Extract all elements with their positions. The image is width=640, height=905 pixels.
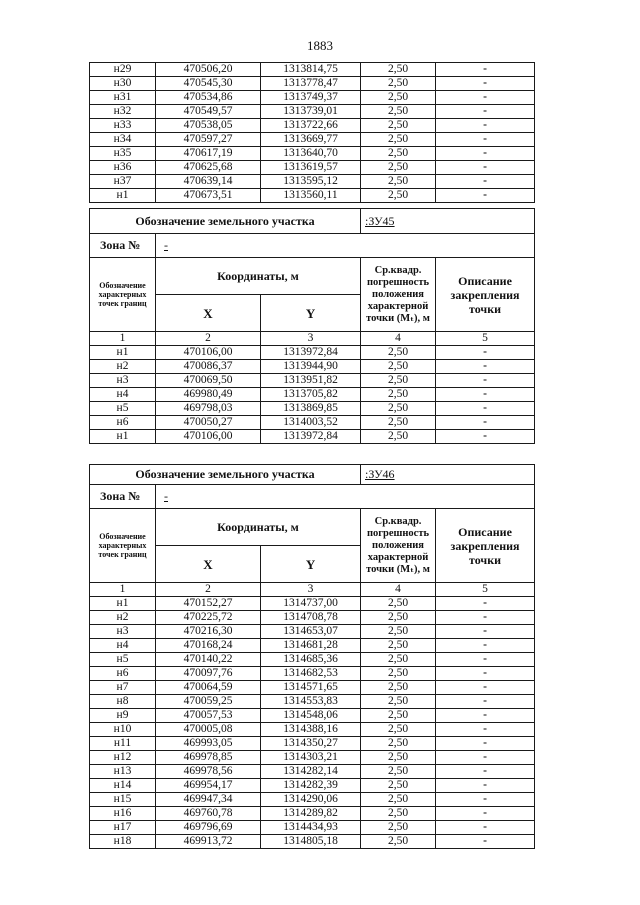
- point-id: н3: [90, 625, 156, 639]
- msq-error: 2,50: [361, 653, 436, 667]
- coord-x: 470152,27: [156, 597, 261, 611]
- coord-y: 1314282,14: [261, 765, 361, 779]
- msq-error: 2,50: [361, 765, 436, 779]
- coord-x: 470106,00: [156, 430, 261, 444]
- table-row: [90, 105, 535, 119]
- point-id: н3: [90, 374, 156, 388]
- fixation-description: -: [436, 360, 535, 374]
- table-row: [90, 807, 535, 821]
- msq-error: 2,50: [361, 416, 436, 430]
- zone-value: -: [156, 485, 535, 509]
- fixation-description: -: [436, 63, 535, 77]
- point-id: н8: [90, 695, 156, 709]
- coord-y: 1313944,90: [261, 360, 361, 374]
- col-number: 4: [361, 332, 436, 346]
- table-row: [90, 161, 535, 175]
- coord-x: 469947,34: [156, 793, 261, 807]
- coord-x: 469798,03: [156, 402, 261, 416]
- coord-x: 470617,19: [156, 147, 261, 161]
- msq-error: 2,50: [361, 667, 436, 681]
- plot-title: Обозначение земельного участка: [90, 209, 361, 234]
- table-row: [90, 667, 535, 681]
- point-id: н17: [90, 821, 156, 835]
- fixation-description: -: [436, 709, 535, 723]
- point-id: н35: [90, 147, 156, 161]
- zone-label: Зона №: [90, 234, 156, 258]
- fixation-description: -: [436, 751, 535, 765]
- plot-table-zu46: [89, 464, 535, 849]
- msq-error: 2,50: [361, 611, 436, 625]
- coord-y: 1314282,39: [261, 779, 361, 793]
- table-row: [90, 695, 535, 709]
- header-point: Обозначение характерных точек границ: [90, 509, 156, 583]
- point-id: н1: [90, 346, 156, 360]
- msq-error: 2,50: [361, 175, 436, 189]
- fixation-description: -: [436, 416, 535, 430]
- point-id: н37: [90, 175, 156, 189]
- point-id: н34: [90, 133, 156, 147]
- msq-error: 2,50: [361, 779, 436, 793]
- coord-x: 470050,27: [156, 416, 261, 430]
- point-id: н16: [90, 807, 156, 821]
- plot-id: :ЗУ46: [361, 465, 535, 485]
- coord-x: 470625,68: [156, 161, 261, 175]
- msq-error: 2,50: [361, 402, 436, 416]
- msq-error: 2,50: [361, 709, 436, 723]
- col-number: 2: [156, 332, 261, 346]
- header-description: Описание закрепления точки: [436, 509, 535, 583]
- point-id: н36: [90, 161, 156, 175]
- coord-y: 1314548,06: [261, 709, 361, 723]
- msq-error: 2,50: [361, 597, 436, 611]
- msq-error: 2,50: [361, 388, 436, 402]
- table-row: [90, 737, 535, 751]
- table-row: [90, 709, 535, 723]
- table-row: [90, 119, 535, 133]
- point-id: н12: [90, 751, 156, 765]
- fixation-description: -: [436, 639, 535, 653]
- fixation-description: -: [436, 402, 535, 416]
- msq-error: 2,50: [361, 374, 436, 388]
- msq-error: 2,50: [361, 105, 436, 119]
- point-id: н32: [90, 105, 156, 119]
- header-coordinates: Координаты, м: [156, 509, 361, 546]
- coord-y: 1313951,82: [261, 374, 361, 388]
- point-id: н13: [90, 765, 156, 779]
- msq-error: 2,50: [361, 835, 436, 849]
- coord-y: 1314388,16: [261, 723, 361, 737]
- header-coordinates: Координаты, м: [156, 258, 361, 295]
- coord-y: 1314708,78: [261, 611, 361, 625]
- table-row: [90, 91, 535, 105]
- rows-body: [90, 597, 535, 849]
- coord-x: 470538,05: [156, 119, 261, 133]
- point-id: н33: [90, 119, 156, 133]
- fixation-description: -: [436, 807, 535, 821]
- zone-label: Зона №: [90, 485, 156, 509]
- coord-x: 469978,85: [156, 751, 261, 765]
- coord-y: 1314434,93: [261, 821, 361, 835]
- msq-error: 2,50: [361, 639, 436, 653]
- fixation-description: -: [436, 133, 535, 147]
- point-id: н6: [90, 667, 156, 681]
- point-id: н18: [90, 835, 156, 849]
- fixation-description: -: [436, 835, 535, 849]
- coord-y: 1314685,36: [261, 653, 361, 667]
- table-row: [90, 653, 535, 667]
- fixation-description: -: [436, 91, 535, 105]
- table-row: [90, 402, 535, 416]
- coord-y: 1314350,27: [261, 737, 361, 751]
- col-number: 1: [90, 583, 156, 597]
- table-row: [90, 374, 535, 388]
- table-row: [90, 416, 535, 430]
- point-id: н15: [90, 793, 156, 807]
- fixation-description: -: [436, 147, 535, 161]
- coord-x: 470506,20: [156, 63, 261, 77]
- col-number: 5: [436, 332, 535, 346]
- coord-x: 469993,05: [156, 737, 261, 751]
- table-row: [90, 639, 535, 653]
- msq-error: 2,50: [361, 346, 436, 360]
- fixation-description: -: [436, 597, 535, 611]
- coord-y: 1313972,84: [261, 430, 361, 444]
- coord-y: 1314682,53: [261, 667, 361, 681]
- coord-x: 469978,56: [156, 765, 261, 779]
- table-row: [90, 77, 535, 91]
- coord-x: 469913,72: [156, 835, 261, 849]
- table-row: [90, 793, 535, 807]
- point-id: н1: [90, 189, 156, 203]
- col-number: 5: [436, 583, 535, 597]
- col-number: 4: [361, 583, 436, 597]
- coord-y: 1314289,82: [261, 807, 361, 821]
- msq-error: 2,50: [361, 737, 436, 751]
- table-row: [90, 189, 535, 203]
- col-number: 1: [90, 332, 156, 346]
- msq-error: 2,50: [361, 77, 436, 91]
- coord-y: 1314571,65: [261, 681, 361, 695]
- coord-y: 1313814,75: [261, 63, 361, 77]
- fixation-description: -: [436, 779, 535, 793]
- table-row: [90, 147, 535, 161]
- point-id: н14: [90, 779, 156, 793]
- fixation-description: -: [436, 346, 535, 360]
- coord-y: 1314003,52: [261, 416, 361, 430]
- msq-error: 2,50: [361, 625, 436, 639]
- coord-x: 470549,57: [156, 105, 261, 119]
- coord-y: 1314303,21: [261, 751, 361, 765]
- fixation-description: -: [436, 625, 535, 639]
- fixation-description: -: [436, 695, 535, 709]
- msq-error: 2,50: [361, 91, 436, 105]
- msq-error: 2,50: [361, 360, 436, 374]
- point-id: н1: [90, 597, 156, 611]
- header-point: Обозначение характерных точек границ: [90, 258, 156, 332]
- point-id: н6: [90, 416, 156, 430]
- point-id: н29: [90, 63, 156, 77]
- coord-x: 470673,51: [156, 189, 261, 203]
- msq-error: 2,50: [361, 793, 436, 807]
- table-row: [90, 360, 535, 374]
- fixation-description: -: [436, 821, 535, 835]
- fixation-description: -: [436, 374, 535, 388]
- col-number: 3: [261, 583, 361, 597]
- coord-x: 470225,72: [156, 611, 261, 625]
- coord-x: 470534,86: [156, 91, 261, 105]
- fixation-description: -: [436, 793, 535, 807]
- zone-value: -: [156, 234, 535, 258]
- table-row: [90, 779, 535, 793]
- point-id: н5: [90, 653, 156, 667]
- coord-y: 1314737,00: [261, 597, 361, 611]
- msq-error: 2,50: [361, 189, 436, 203]
- coordinates-table-continued: [89, 62, 535, 203]
- table-row: [90, 681, 535, 695]
- msq-error: 2,50: [361, 430, 436, 444]
- table-row: [90, 346, 535, 360]
- msq-error: 2,50: [361, 807, 436, 821]
- coord-x: 470639,14: [156, 175, 261, 189]
- coord-x: 470064,59: [156, 681, 261, 695]
- coord-y: 1313560,11: [261, 189, 361, 203]
- rows-body: [90, 346, 535, 444]
- table-row: [90, 723, 535, 737]
- coord-y: 1314805,18: [261, 835, 361, 849]
- point-id: н5: [90, 402, 156, 416]
- fixation-description: -: [436, 681, 535, 695]
- coord-x: 470086,37: [156, 360, 261, 374]
- rows-body: [90, 63, 535, 203]
- header-y: Y: [261, 546, 361, 583]
- coord-x: 470005,08: [156, 723, 261, 737]
- coord-x: 470057,53: [156, 709, 261, 723]
- coord-x: 470545,30: [156, 77, 261, 91]
- point-id: н4: [90, 388, 156, 402]
- fixation-description: -: [436, 161, 535, 175]
- plot-id: :ЗУ45: [361, 209, 535, 234]
- plot-table-zu45: [89, 208, 535, 444]
- point-id: н2: [90, 611, 156, 625]
- table-row: [90, 821, 535, 835]
- msq-error: 2,50: [361, 695, 436, 709]
- fixation-description: -: [436, 189, 535, 203]
- coord-y: 1313669,77: [261, 133, 361, 147]
- point-id: н4: [90, 639, 156, 653]
- msq-error: 2,50: [361, 751, 436, 765]
- coord-x: 470059,25: [156, 695, 261, 709]
- coord-x: 469796,69: [156, 821, 261, 835]
- table-row: [90, 765, 535, 779]
- msq-error: 2,50: [361, 723, 436, 737]
- header-msq-error: Ср.квадр. погрешность положения характерной точки (Mₜ), м: [361, 258, 436, 332]
- coord-x: 470168,24: [156, 639, 261, 653]
- table-row: [90, 175, 535, 189]
- msq-error: 2,50: [361, 63, 436, 77]
- point-id: н11: [90, 737, 156, 751]
- coord-x: 470097,76: [156, 667, 261, 681]
- coord-x: 469980,49: [156, 388, 261, 402]
- header-y: Y: [261, 295, 361, 332]
- coord-y: 1313972,84: [261, 346, 361, 360]
- table-row: [90, 133, 535, 147]
- coord-x: 470106,00: [156, 346, 261, 360]
- coord-y: 1313739,01: [261, 105, 361, 119]
- point-id: н30: [90, 77, 156, 91]
- col-number: 2: [156, 583, 261, 597]
- msq-error: 2,50: [361, 119, 436, 133]
- coord-x: 469760,78: [156, 807, 261, 821]
- coord-x: 470597,27: [156, 133, 261, 147]
- table-row: [90, 835, 535, 849]
- coord-y: 1313595,12: [261, 175, 361, 189]
- point-id: н10: [90, 723, 156, 737]
- col-number: 3: [261, 332, 361, 346]
- table-row: [90, 611, 535, 625]
- coord-x: 470069,50: [156, 374, 261, 388]
- coord-x: 470216,30: [156, 625, 261, 639]
- coord-x: 470140,22: [156, 653, 261, 667]
- table-row: [90, 63, 535, 77]
- coord-y: 1313749,37: [261, 91, 361, 105]
- coord-y: 1314553,83: [261, 695, 361, 709]
- fixation-description: -: [436, 175, 535, 189]
- coord-y: 1313778,47: [261, 77, 361, 91]
- fixation-description: -: [436, 737, 535, 751]
- point-id: н31: [90, 91, 156, 105]
- coord-y: 1313722,66: [261, 119, 361, 133]
- fixation-description: -: [436, 77, 535, 91]
- msq-error: 2,50: [361, 147, 436, 161]
- fixation-description: -: [436, 653, 535, 667]
- table-row: [90, 597, 535, 611]
- point-id: н7: [90, 681, 156, 695]
- fixation-description: -: [436, 723, 535, 737]
- msq-error: 2,50: [361, 681, 436, 695]
- coord-y: 1313869,85: [261, 402, 361, 416]
- point-id: н1: [90, 430, 156, 444]
- table-row: [90, 625, 535, 639]
- msq-error: 2,50: [361, 133, 436, 147]
- plot-title: Обозначение земельного участка: [90, 465, 361, 485]
- page-number: 1883: [307, 38, 333, 53]
- coord-y: 1314290,06: [261, 793, 361, 807]
- header-x: X: [156, 546, 261, 583]
- point-id: н9: [90, 709, 156, 723]
- header-x: X: [156, 295, 261, 332]
- point-id: н2: [90, 360, 156, 374]
- coord-y: 1313705,82: [261, 388, 361, 402]
- coord-y: 1314653,07: [261, 625, 361, 639]
- fixation-description: -: [436, 119, 535, 133]
- table-row: [90, 751, 535, 765]
- table-row: [90, 388, 535, 402]
- msq-error: 2,50: [361, 821, 436, 835]
- fixation-description: -: [436, 105, 535, 119]
- header-description: Описание закрепления точки: [436, 258, 535, 332]
- coord-y: 1313619,57: [261, 161, 361, 175]
- fixation-description: -: [436, 765, 535, 779]
- msq-error: 2,50: [361, 161, 436, 175]
- header-msq-error: Ср.квадр. погрешность положения характерной точки (Mₜ), м: [361, 509, 436, 583]
- fixation-description: -: [436, 611, 535, 625]
- coord-x: 469954,17: [156, 779, 261, 793]
- coord-y: 1314681,28: [261, 639, 361, 653]
- table-row: [90, 430, 535, 444]
- fixation-description: -: [436, 430, 535, 444]
- coord-y: 1313640,70: [261, 147, 361, 161]
- fixation-description: -: [436, 667, 535, 681]
- fixation-description: -: [436, 388, 535, 402]
